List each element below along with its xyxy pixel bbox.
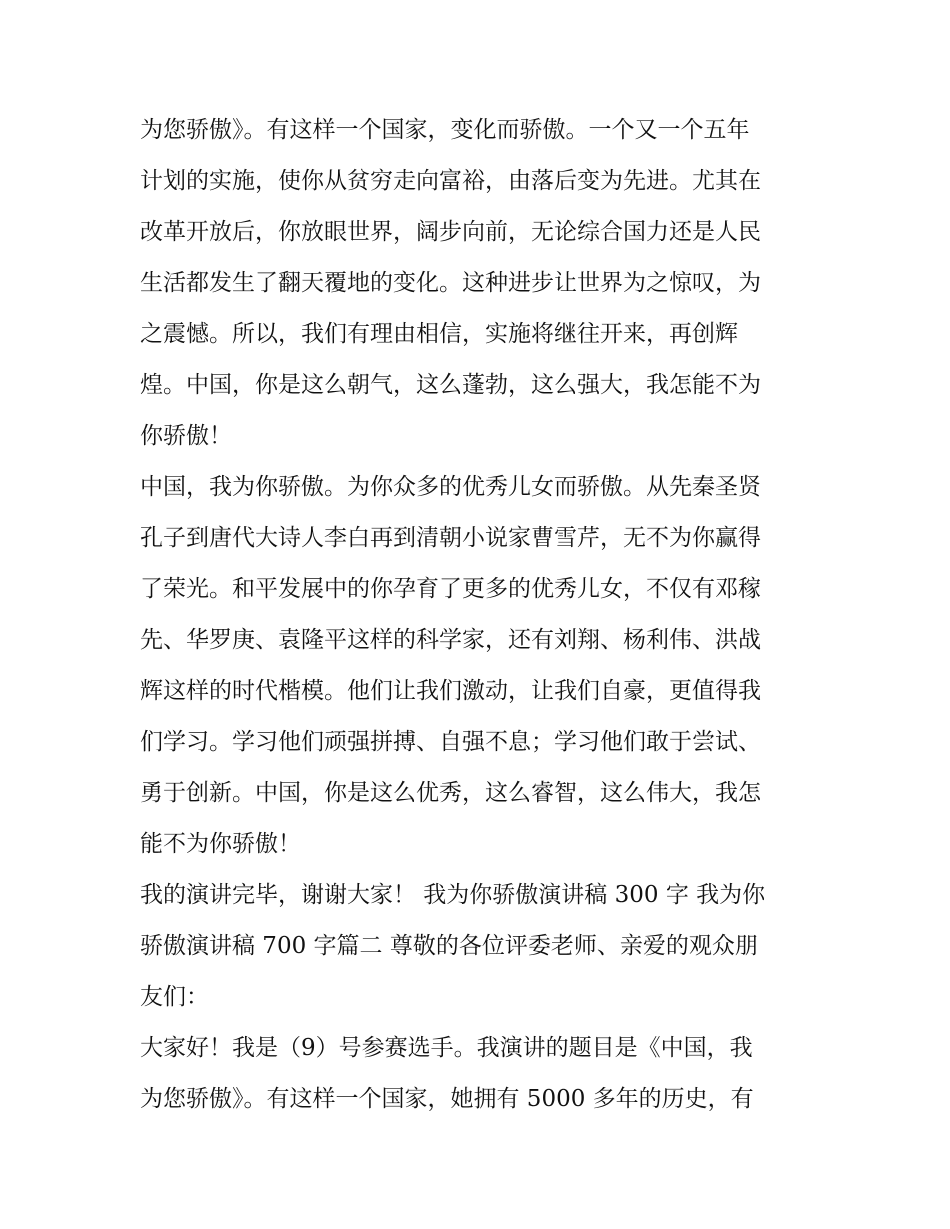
text-line: 中国，我为你骄傲。为你众多的优秀儿女而骄傲。从先秦圣贤 — [140, 474, 761, 500]
text-line: 们学习。学习他们顽强拼搏、自强不息；学习他们敢于尝试、 — [140, 729, 761, 755]
text-line: 大家好！我是（9）号参赛选手。我演讲的题目是《中国，我 — [140, 1035, 753, 1061]
text-line: 计划的实施，使你从贫穷走向富裕，由落后变为先进。尤其在 — [140, 168, 761, 194]
text-line: 孔子到唐代大诗人李白再到清朝小说家曹雪芹，无不为你赢得 — [140, 525, 761, 551]
text-line: 煌。中国，你是这么朝气，这么蓬勃，这么强大，我怎能不为 — [140, 372, 761, 398]
text-line: 我的演讲完毕，谢谢大家！ 我为你骄傲演讲稿 300 字 我为你 — [140, 882, 766, 908]
text-line: 之震憾。所以，我们有理由相信，实施将继往开来，再创辉 — [140, 321, 738, 347]
text-line: 友们： — [140, 984, 209, 1010]
text-line: 你骄傲！ — [140, 423, 232, 449]
speech-text-body — [140, 105, 820, 1125]
text-line: 先、华罗庚、袁隆平这样的科学家，还有刘翔、杨利伟、洪战 — [140, 627, 761, 653]
text-line: 了荣光。和平发展中的你孕育了更多的优秀儿女，不仅有邓稼 — [140, 576, 761, 602]
text-line: 勇于创新。中国，你是这么优秀，这么睿智，这么伟大，我怎 — [140, 780, 761, 806]
text-line: 改革开放后，你放眼世界，阔步向前，无论综合国力还是人民 — [140, 219, 761, 245]
text-line: 辉这样的时代楷模。他们让我们激动，让我们自豪，更值得我 — [140, 678, 761, 704]
text-line: 骄傲演讲稿 700 字篇二 尊敬的各位评委老师、亲爱的观众朋 — [140, 933, 758, 959]
text-line: 为您骄傲》。有这样一个国家，变化而骄傲。一个又一个五年 — [140, 117, 750, 143]
text-line: 生活都发生了翻天覆地的变化。这种进步让世界为之惊叹，为 — [140, 270, 761, 296]
text-line: 能不为你骄傲！ — [140, 831, 301, 857]
text-line: 为您骄傲》。有这样一个国家，她拥有 5000 多年的历史，有 — [140, 1086, 754, 1112]
